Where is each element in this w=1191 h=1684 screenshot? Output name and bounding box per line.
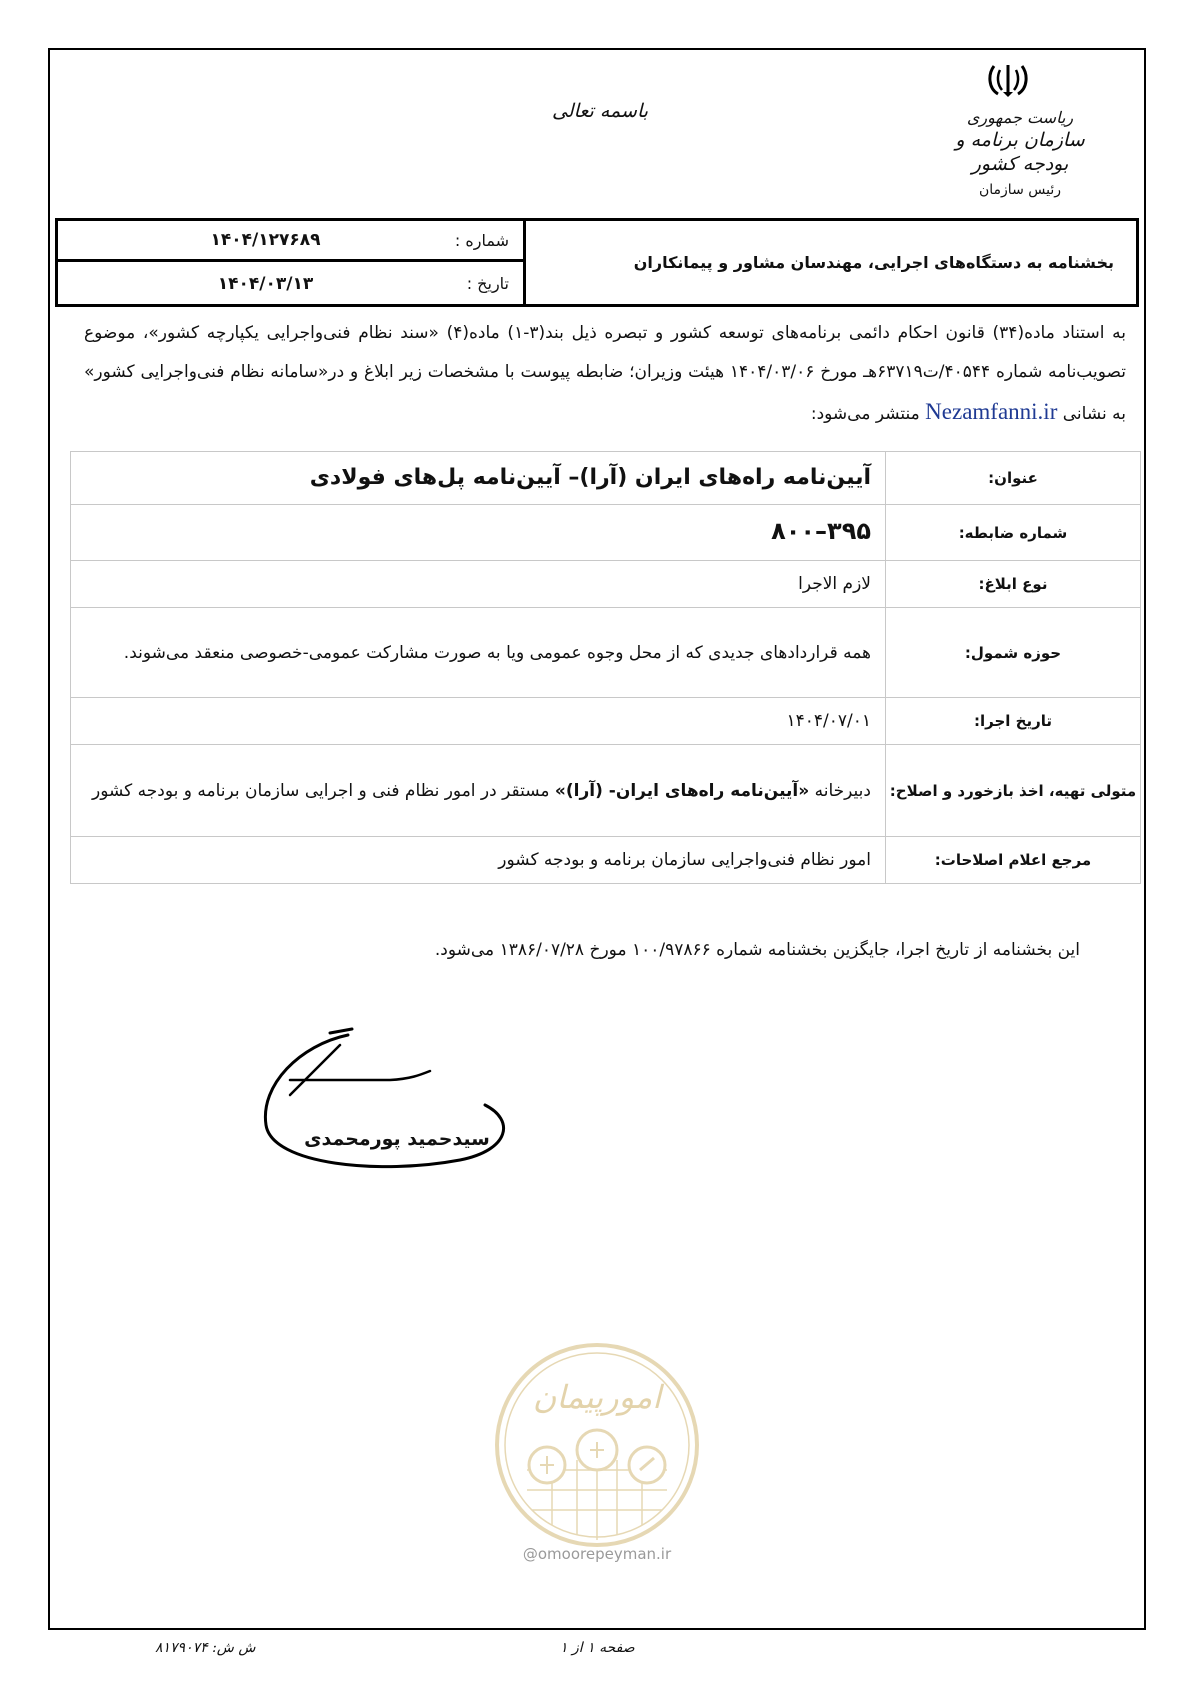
spec-table xyxy=(70,451,1141,884)
row-value xyxy=(71,452,886,505)
standard-title: آیین‌نامه راه‌های ایران (آرا)– آیین‌نامه پل‌های فولادی xyxy=(309,464,871,490)
letter-header-box xyxy=(55,218,1139,307)
row-key: نوع ابلاغ: xyxy=(886,561,1141,608)
row-key: متولی تهیه، اخذ بازخورد و اصلاح: xyxy=(886,745,1141,837)
custodian-bold: «آیین‌نامه راه‌های ایران- (آرا)» xyxy=(554,780,810,801)
intro-paragraph xyxy=(84,314,1126,434)
number-value: ۱۴۰۴/۱۲۷۶۸۹ xyxy=(210,230,321,250)
org-line3: رئیس سازمان xyxy=(979,182,1061,198)
letter-subject: بخشنامه به دستگاه‌های اجرایی، مهندسان مشاور و پیمانکاران xyxy=(633,253,1114,272)
table-row xyxy=(71,698,1141,745)
custodian-before: دبیرخانه xyxy=(814,780,871,801)
table-row xyxy=(71,837,1141,884)
date-value: ۱۴۰۴/۰۳/۱۳ xyxy=(217,273,314,294)
letter-meta xyxy=(58,221,526,304)
intro-text-after: منتشر می‌شود: xyxy=(810,404,920,424)
table-row xyxy=(71,452,1141,505)
document-code: ش ش: ۸۱۷۹۰۷۴ xyxy=(155,1640,256,1656)
signature-scribble xyxy=(260,1025,520,1185)
row-key: مرجع اعلام اصلاحات: xyxy=(886,837,1141,884)
organization-block xyxy=(935,108,1105,204)
row-key: عنوان: xyxy=(886,452,1141,505)
number-label: شماره : xyxy=(454,230,509,250)
row-value: ۱۴۰۴/۰۷/۰۱ xyxy=(71,698,886,745)
watermark-logo-icon xyxy=(492,1340,702,1550)
org-line1: ریاست جمهوری xyxy=(966,108,1074,127)
row-value: امور نظام فنی‌واجرایی سازمان برنامه و بودجه کشور xyxy=(71,837,886,884)
page-indicator: صفحه ۱ از ۱ xyxy=(560,1640,635,1656)
signatory-name: سیدحمید پورمحمدی xyxy=(304,1128,490,1150)
table-row xyxy=(71,745,1141,837)
watermark-site: @omoorepeyman.ir xyxy=(522,1545,672,1563)
row-value xyxy=(71,505,886,561)
row-key: تاریخ اجرا: xyxy=(886,698,1141,745)
date-label: تاریخ : xyxy=(466,274,509,293)
intro-text-before: به استناد ماده(۳۴) قانون احکام دائمی برنامه‌های توسعه کشور و تبصره ذیل بند(۳-۱) ماده(۴) «سند نظام فنی‌واجرایی یکپارچه کشور»، موضوع تصویب‌نامه شماره ۴۰۵۴۴/ت۶۳۷۱۹هـ مورخ ۱۴۰۴/۰۳/۰۶ هیئت وزیران؛ ضابطه پیوست با مشخصات زیر ابلاغ و در«سامانه نظام فنی‌واجرایی کشور» به نشانی xyxy=(84,323,1126,424)
row-value xyxy=(71,745,886,837)
table-row xyxy=(71,505,1141,561)
row-key: شماره ضابطه: xyxy=(886,505,1141,561)
row-value: همه قراردادهای جدیدی که از محل وجوه عمومی ویا به صورت مشارکت عمومی-خصوصی منعقد می‌شوند. xyxy=(71,608,886,698)
site-link[interactable]: Nezamfanni.ir xyxy=(925,399,1058,424)
org-line2: سازمان برنامه و بودجه کشور xyxy=(955,129,1085,175)
custodian-after: مستقر در امور نظام فنی و اجرایی سازمان برنامه و بودجه کشور xyxy=(92,780,550,801)
standard-number: ۳۹۵–۸۰۰ xyxy=(771,517,871,545)
date-row xyxy=(58,263,523,304)
number-row xyxy=(58,221,523,262)
invocation: باسمه تعالی xyxy=(551,100,649,122)
closing-paragraph: این بخشنامه از تاریخ اجرا، جایگزین بخشنامه شماره ۱۰۰/۹۷۸۶۶ مورخ ۱۳۸۶/۰۷/۲۸ می‌شود. xyxy=(434,940,1080,960)
table-row xyxy=(71,608,1141,698)
iran-emblem-icon xyxy=(988,62,1028,98)
watermark-text: امورپیمان xyxy=(532,1378,662,1416)
table-row xyxy=(71,561,1141,608)
row-key: حوزه شمول: xyxy=(886,608,1141,698)
row-value: لازم الاجرا xyxy=(71,561,886,608)
